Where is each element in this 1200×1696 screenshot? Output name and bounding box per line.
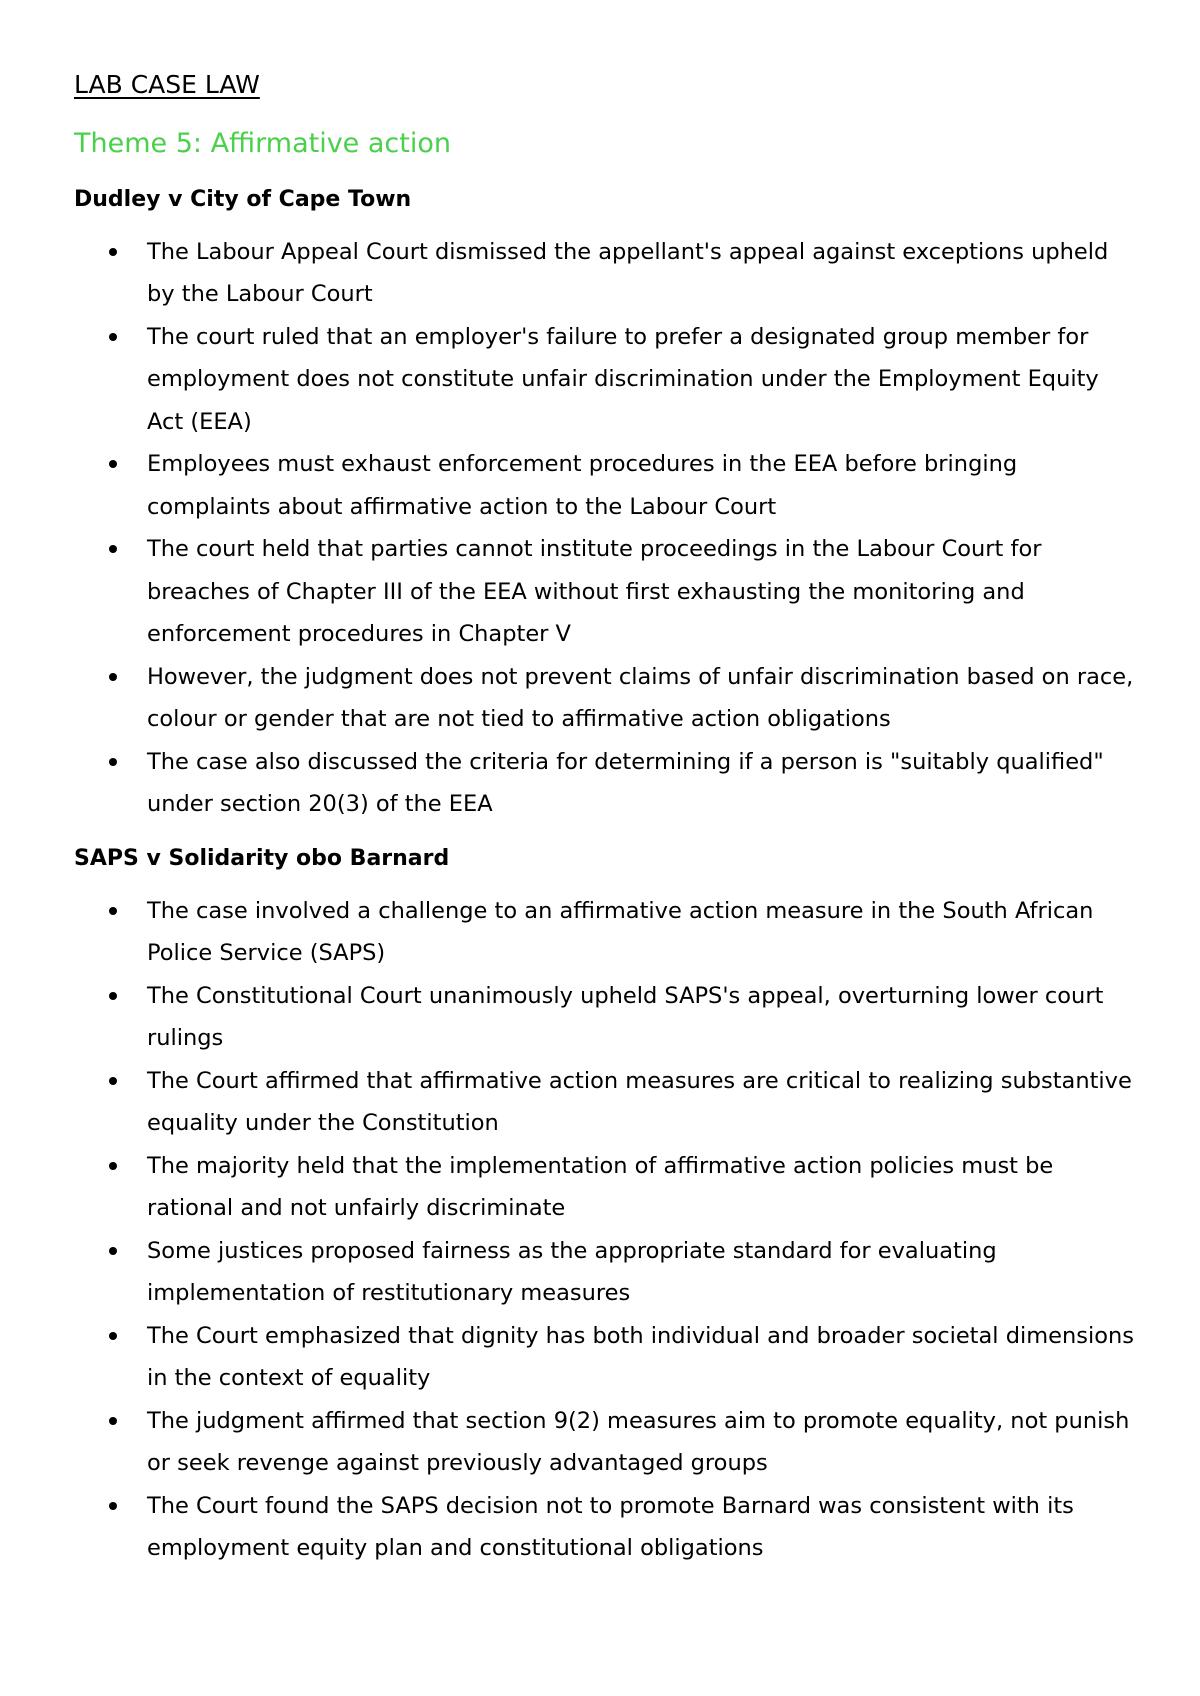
case-section-saps [74, 845, 1134, 1570]
list-item [74, 316, 1134, 444]
list-item [74, 443, 1134, 528]
list-item [74, 1145, 1134, 1230]
bullet-icon [109, 333, 117, 341]
point-text: The court held that parties cannot institute proceedings in the Labour Court for breaches of Chapter III of the EEA without first exhausting the monitoring and enforcement procedures in Chapter V [147, 536, 1042, 648]
point-text: The Court found the SAPS decision not to promote Barnard was consistent with its employment equity plan and constitutional obligations [147, 1492, 1074, 1562]
point-text: The majority held that the implementation of affirmative action policies must be rational and not unfairly discriminate [147, 1152, 1054, 1222]
point-text: The Constitutional Court unanimously upheld SAPS's appeal, overturning lower court rulings [147, 982, 1104, 1052]
case-section-dudley [74, 186, 1134, 826]
bullet-icon [109, 248, 117, 256]
point-text: The court ruled that an employer's failure to prefer a designated group member for employment does not constitute unfair discrimination under the Employment Equity Act (EEA) [147, 323, 1099, 435]
point-text: The Court affirmed that affirmative action measures are critical to realizing substantive equality under the Constitution [147, 1067, 1132, 1137]
point-text: The case also discussed the criteria for determining if a person is "suitably qualified" under section 20(3) of the EEA [147, 748, 1104, 818]
bullet-icon [109, 673, 117, 681]
point-text: The Court emphasized that dignity has both individual and broader societal dimensions in the context of equality [147, 1322, 1134, 1392]
case-heading: SAPS v Solidarity obo Barnard [74, 845, 450, 871]
bullet-icon [109, 1417, 117, 1425]
point-text: However, the judgment does not prevent claims of unfair discrimination based on race, colour or gender that are not tied to affirmative action obligations [147, 663, 1134, 733]
bullet-icon [109, 545, 117, 553]
document-page [74, 70, 1134, 1589]
list-item [74, 656, 1134, 741]
point-text: The case involved a challenge to an affirmative action measure in the South African Police Service (SAPS) [147, 897, 1094, 967]
list-item [74, 1060, 1134, 1145]
case-heading: Dudley v City of Cape Town [74, 187, 412, 213]
list-item [74, 1230, 1134, 1315]
list-item [74, 1400, 1134, 1485]
bullet-icon [109, 992, 117, 1000]
list-item [74, 528, 1134, 656]
list-item [74, 975, 1134, 1060]
list-item [74, 1485, 1134, 1570]
point-text: Some justices proposed fairness as the appropriate standard for evaluating implementation of restitutionary measures [147, 1237, 997, 1307]
list-item [74, 741, 1134, 826]
bullet-icon [109, 1502, 117, 1510]
case-points-list [74, 890, 1134, 1570]
list-item [74, 890, 1134, 975]
bullet-icon [109, 907, 117, 915]
bullet-icon [109, 758, 117, 766]
case-points-list [74, 231, 1134, 826]
list-item [74, 231, 1134, 316]
document-title: LAB CASE LAW [74, 70, 260, 99]
point-text: Employees must exhaust enforcement procedures in the EEA before bringing complaints about affirmative action to the Labour Court [147, 451, 1018, 520]
bullet-icon [109, 1077, 117, 1085]
theme-heading: Theme 5: Affirmative action [74, 128, 451, 159]
bullet-icon [109, 1332, 117, 1340]
point-text: The judgment affirmed that section 9(2) measures aim to promote equality, not punish or seek revenge against previously advantaged groups [147, 1407, 1130, 1477]
point-text: The Labour Appeal Court dismissed the appellant's appeal against exceptions upheld by the Labour Court [147, 238, 1109, 308]
bullet-icon [109, 1162, 117, 1170]
bullet-icon [109, 460, 117, 468]
bullet-icon [109, 1247, 117, 1255]
list-item [74, 1315, 1134, 1400]
